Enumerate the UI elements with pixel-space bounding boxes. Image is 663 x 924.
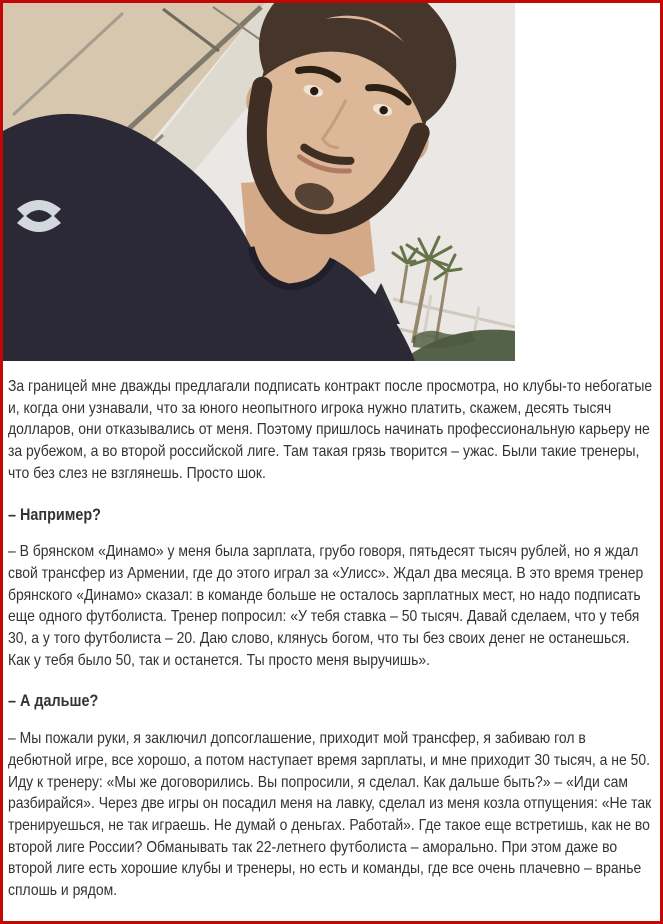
photo-illustration <box>3 3 515 361</box>
interview-answer: – В брянском «Динамо» у меня была зарплата, грубо говоря, пятьдесят тысяч рублей, но я ждал свой трансфер из Армении, где до этого играл за «Улисс». Ждал два месяца. В это время тренер брянского «Динамо» сказал: в команде больше не осталось зарплатных мест, но надо подписать еще одного футболиста. Тренер попросил: «У тебя ставка – 50 тысяч. Давай сделаем, что у тебя 30, а у того футболиста – 20. Даю слово, клянусь богом, что ты без своих денег не останешься. Как у тебя было 50, так и останется. Ты просто меня выручишь». <box>8 543 644 669</box>
interview-answer: – Мы пожали руки, я заключил допсоглашение, приходит мой трансфер, я забиваю гол в дебютной игре, все хорошо, а потом наступает время зарплаты, и мне приходит 30 тысяч, а не 50. Иду к тренеру: «Мы же договорились. Вы попросили, я сделал. Как дальше быть?» – «Иди сам разбирайся». Через две игры он посадил меня на лавку, сделал из меня козла отпущения: «Не так тренируешься, не так играешь. Не думай о деньгах. Работай». Где такое еще встретишь, как не во второй лиге России? Обманывать так 22-летнего футболиста – аморально. При этом даже во второй лиге есть хорошие клубы и тренеры, но есть и команды, где все очень плачевно – вранье сплошь и рядом. <box>8 730 652 900</box>
interview-question: – А дальше? <box>8 692 99 711</box>
article-text <box>8 376 653 902</box>
article-photo <box>3 3 515 361</box>
article-body <box>3 376 660 921</box>
interview-question: – Например? <box>8 505 101 524</box>
interview-answer: За границей мне дважды предлагали подписать контракт после просмотра, но клубы-то небогатые и, когда они узнавали, что за юного неопытного игрока нужно платить, скажем, десять тысяч долларов, они отказывались от меня. Поэтому пришлось начинать профессиональную карьеру не за рубежом, а во второй российской лиге. Там такая грязь творится – ужас. Были такие тренеры, что без слез не взглянешь. Просто шок. <box>8 378 653 482</box>
